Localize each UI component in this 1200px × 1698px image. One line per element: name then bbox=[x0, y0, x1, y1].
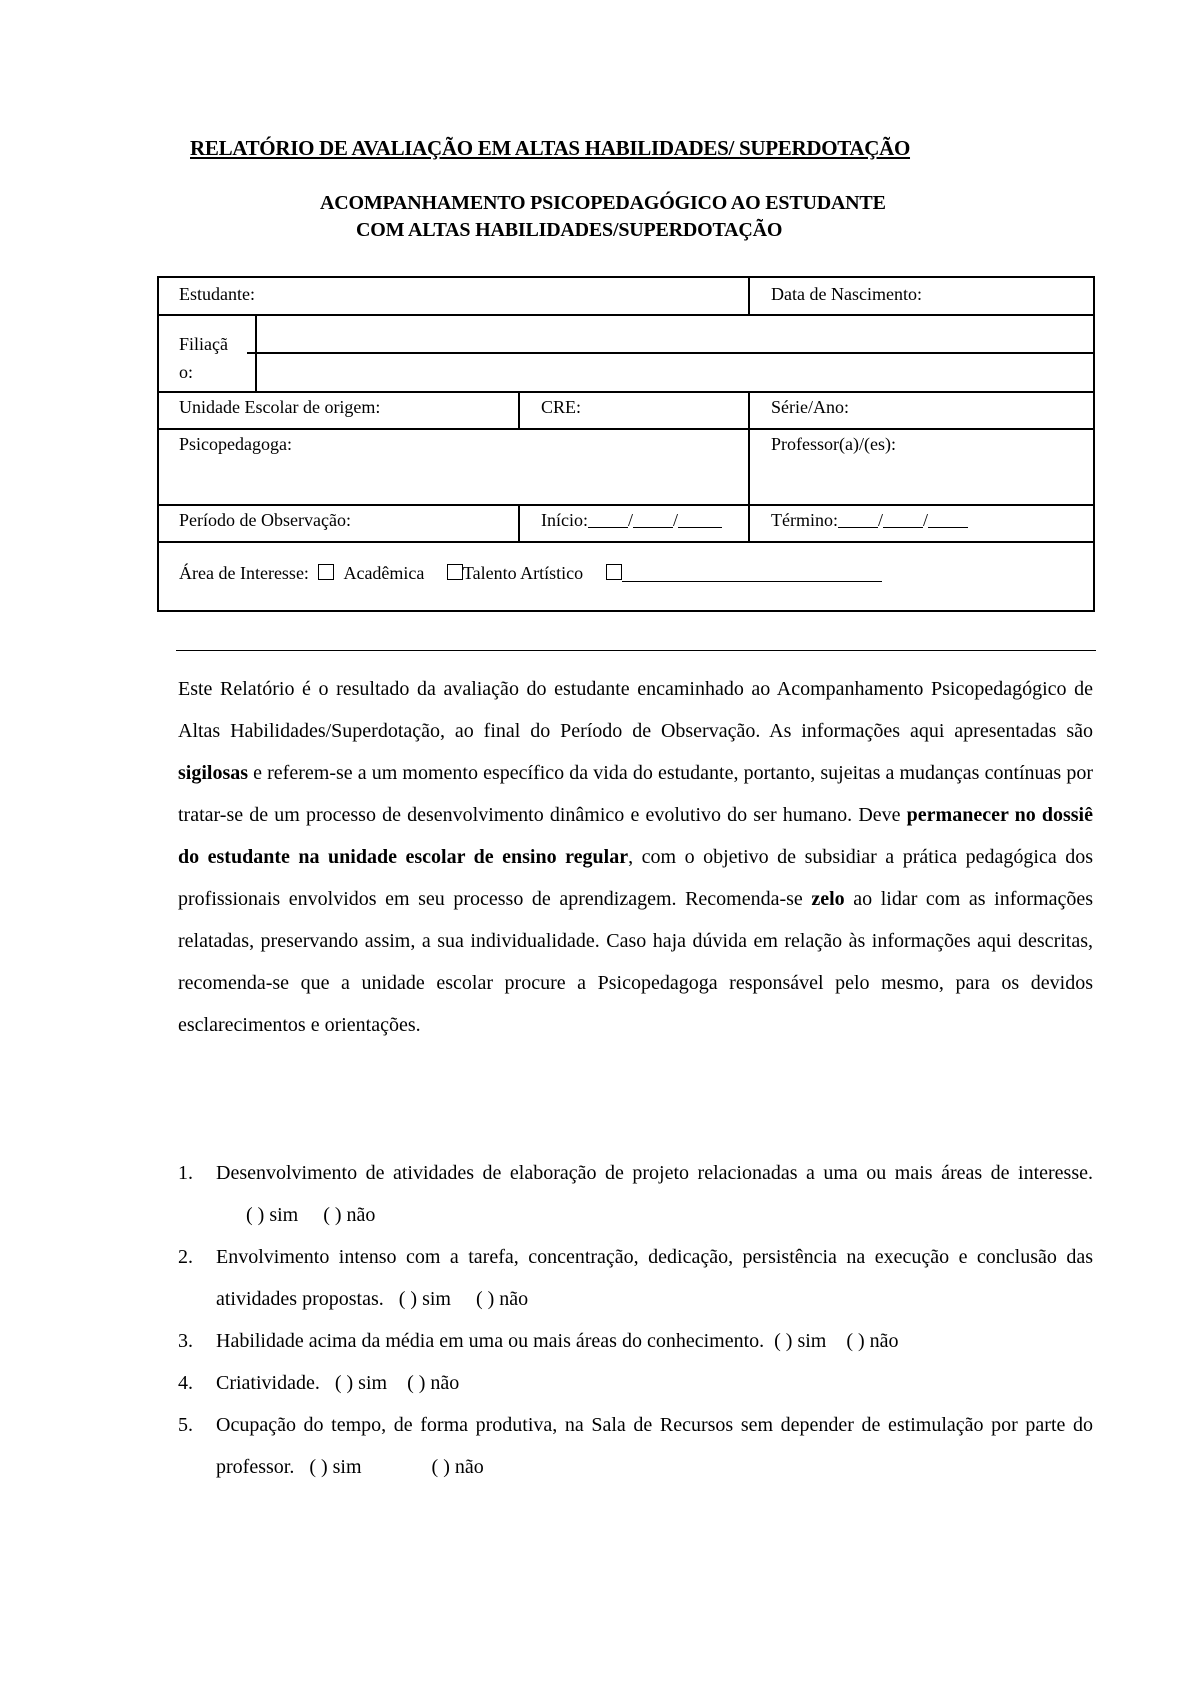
list-item bbox=[178, 1320, 1093, 1362]
label-psicopedagoga: Psicopedagoga: bbox=[179, 434, 292, 454]
list-item bbox=[178, 1404, 1093, 1488]
paragraph-bold: zelo bbox=[811, 888, 845, 910]
label-termino: Término: bbox=[771, 510, 838, 530]
label-unidade-escolar: Unidade Escolar de origem: bbox=[179, 397, 381, 417]
label-serie-ano: Série/Ano: bbox=[771, 397, 849, 417]
paragraph-bold: permanecer no dossiê do estudante na unidade escolar de ensino regular bbox=[178, 804, 1093, 868]
form-rule bbox=[748, 276, 750, 314]
form-border bbox=[157, 276, 1095, 612]
item-text: Ocupação do tempo, de forma produtiva, na Sala de Recursos sem depender de estimulação por parte do professor. bbox=[216, 1414, 1093, 1478]
form-rule bbox=[157, 391, 1095, 393]
date-separator: / bbox=[923, 510, 929, 530]
label-filiacao-1: Filiaçã bbox=[179, 334, 228, 354]
field-inicio bbox=[541, 510, 722, 531]
document-title: RELATÓRIO DE AVALIAÇÃO EM ALTAS HABILIDADES/ SUPERDOTAÇÃO bbox=[190, 136, 911, 160]
label-filiacao-2: o: bbox=[179, 362, 194, 382]
label-estudante: Estudante: bbox=[179, 284, 255, 304]
item-number: 1. bbox=[178, 1162, 193, 1184]
label-periodo-observacao: Período de Observação: bbox=[179, 510, 351, 530]
paragraph-text: e referem-se a um momento específico da vida do estudante, portanto, sujeitas a mudanças contínuas por tratar-se de um processo de desenvolvimento dinâmico e evolutivo do ser humano. Deve bbox=[178, 762, 1093, 826]
checkbox-academica[interactable] bbox=[318, 564, 334, 580]
item-text: Envolvimento intenso com a tarefa, concentração, dedicação, persistência na execução e conclusão das atividades propostas. bbox=[216, 1246, 1093, 1310]
label-inicio: Início: bbox=[541, 510, 588, 530]
form-rule bbox=[157, 314, 1095, 316]
item-text: Desenvolvimento de atividades de elaboração de projeto relacionadas a uma ou mais áreas de interesse. bbox=[216, 1162, 1093, 1184]
label-data-nascimento: Data de Nascimento: bbox=[771, 284, 922, 304]
item-options[interactable]: ( ) sim ( ) não bbox=[294, 1456, 484, 1478]
paragraph-text: Este Relatório é o resultado da avaliação do estudante encaminhado ao Acompanhamento Psicopedagógico de Altas Habilidades/Superdotação, ao final do Período de Observação. As informações aqui apresentadas são bbox=[178, 678, 1093, 742]
label-area-interesse: Área de Interesse: bbox=[179, 563, 309, 583]
date-separator: / bbox=[877, 510, 883, 530]
item-number: 2. bbox=[178, 1246, 193, 1268]
label-professor: Professor(a)/(es): bbox=[771, 434, 896, 454]
item-number: 5. bbox=[178, 1414, 193, 1436]
subtitle-line-1: ACOMPANHAMENTO PSICOPEDAGÓGICO AO ESTUDANTE bbox=[320, 192, 886, 214]
form-rule bbox=[748, 391, 750, 504]
paragraph-text: , com o objetivo de subsidiar a prática pedagógica dos profissionais envolvidos em seu processo de aprendizagem. Recomenda-se bbox=[178, 846, 1094, 910]
item-number: 4. bbox=[178, 1372, 193, 1394]
list-item bbox=[178, 1236, 1093, 1320]
item-options[interactable]: ( ) sim ( ) não bbox=[383, 1288, 529, 1310]
list-item bbox=[178, 1362, 1093, 1404]
list-item bbox=[178, 1152, 1093, 1236]
date-separator: / bbox=[628, 510, 634, 530]
date-separator: / bbox=[673, 510, 679, 530]
paragraph-text: ao lidar com as informações relatadas, preservando assim, a sua individualidade. Caso haja dúvida em relação às informações aqui descritas, recomenda-se que a unidade escolar procure a Psicopedagoga responsável pelo mesmo, para os devidos esclarecimentos e orientações. bbox=[178, 888, 1093, 1036]
checkbox-outro[interactable] bbox=[606, 564, 622, 580]
item-number: 3. bbox=[178, 1330, 193, 1352]
area-interesse-row bbox=[179, 563, 882, 584]
date-blank bbox=[838, 513, 878, 528]
checkbox-talento-artistico[interactable] bbox=[447, 564, 463, 580]
item-options[interactable]: ( ) sim ( ) não bbox=[319, 1372, 460, 1394]
label-cre: CRE: bbox=[541, 397, 582, 417]
date-blank bbox=[588, 513, 628, 528]
field-termino bbox=[771, 510, 968, 531]
form-rule bbox=[157, 428, 1095, 430]
form-rule bbox=[255, 314, 257, 391]
form-rule bbox=[247, 352, 1095, 354]
label-talento-artistico: Talento Artístico bbox=[462, 563, 584, 583]
form-rule bbox=[748, 504, 750, 541]
intro-paragraph bbox=[178, 668, 1093, 1046]
date-blank bbox=[883, 513, 923, 528]
document-subtitle bbox=[320, 190, 1080, 244]
form-rule bbox=[518, 504, 520, 541]
date-blank bbox=[633, 513, 673, 528]
paragraph-bold: sigilosas bbox=[178, 762, 249, 784]
date-blank bbox=[928, 513, 968, 528]
form-rule bbox=[157, 541, 1095, 543]
label-academica: Acadêmica bbox=[343, 563, 425, 583]
item-text: Habilidade acima da média em uma ou mais áreas do conhecimento. bbox=[216, 1330, 765, 1352]
form-rule bbox=[157, 504, 1095, 506]
date-blank bbox=[678, 513, 722, 528]
item-options[interactable]: ( ) sim ( ) não bbox=[216, 1204, 376, 1226]
subtitle-line-2: COM ALTAS HABILIDADES/SUPERDOTAÇÃO bbox=[356, 219, 783, 241]
item-text: Criatividade. bbox=[216, 1372, 320, 1394]
student-info-form bbox=[157, 276, 1095, 612]
outro-blank-line[interactable] bbox=[622, 565, 882, 582]
evaluation-items-list bbox=[178, 1152, 1093, 1488]
form-rule bbox=[518, 391, 520, 428]
item-options[interactable]: ( ) sim ( ) não bbox=[764, 1330, 899, 1352]
section-divider bbox=[176, 650, 1096, 651]
